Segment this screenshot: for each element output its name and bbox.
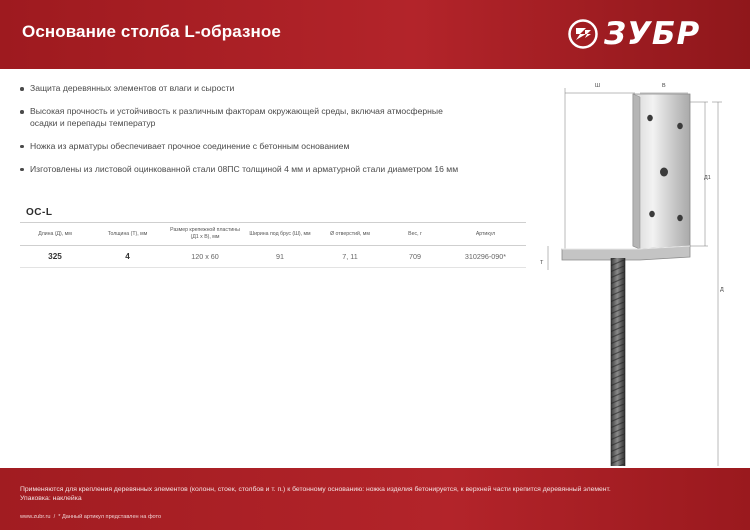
footer-banner — [0, 468, 750, 530]
rebar-leg — [611, 258, 625, 466]
brand-logo — [568, 14, 733, 54]
col-header-thickness: Толщина (Т), мм — [90, 223, 165, 246]
cell-thickness: 4 — [90, 246, 165, 268]
brand-name: ЗУБР — [604, 16, 701, 52]
model-label: ОС-L — [26, 207, 53, 218]
packaging-text: Упаковка: наклейка — [20, 494, 82, 502]
dim-label-d: Д — [720, 287, 724, 293]
cell-beam-width: 91 — [245, 246, 315, 268]
table-header-row — [20, 223, 526, 246]
feature-item: Изготовлены из листовой оцинкованной стали 08ПС толщиной 4 мм и арматурной стали диаметром 16 мм — [20, 164, 460, 176]
col-header-weight: Вес, г — [385, 223, 445, 246]
cell-weight: 709 — [385, 246, 445, 268]
zubr-emblem-icon — [568, 19, 598, 49]
cell-article: 310296-090* — [445, 246, 526, 268]
header-banner — [0, 0, 750, 69]
col-header-hole-diameter: Ø отверстий, мм — [315, 223, 385, 246]
feature-item: Защита деревянных элементов от влаги и сырости — [20, 83, 460, 95]
footer-meta — [20, 514, 161, 520]
col-header-length: Длина (Д), мм — [20, 223, 90, 246]
cell-length: 325 — [20, 246, 90, 268]
feature-item: Высокая прочность и устойчивость к различным факторам окружающей среды, включая атмосферные осадки и перепады температур — [20, 106, 460, 129]
dim-label-d1: Д1 — [704, 175, 711, 181]
table-row — [20, 246, 526, 268]
dim-label-b: В — [662, 83, 666, 89]
feature-item: Ножка из арматуры обеспечивает прочное соединение с бетонным основанием — [20, 141, 460, 153]
footer-description — [20, 486, 720, 504]
feature-list — [20, 83, 460, 187]
dim-label-w: Ш — [595, 83, 601, 89]
mounting-plate — [562, 94, 690, 260]
product-diagram — [540, 74, 740, 466]
dim-label-t: Т — [540, 260, 544, 266]
col-header-article: Артикул — [445, 223, 526, 246]
usage-text: Применяются для крепления деревянных элементов (колонн, стоек, столбов и т. п.) к бетонному основанию: ножка изделия бетонируется, к верхней части крепится деревянный элемент. — [20, 486, 611, 493]
col-header-beam-width: Ширина под брус (Ш), мм — [245, 223, 315, 246]
separator: / — [53, 514, 56, 520]
photo-note: * Данный артикул представлен на фото — [58, 514, 162, 520]
page-title: Основание столба L-образное — [22, 22, 281, 41]
website-link[interactable]: www.zubr.ru — [20, 514, 51, 520]
cell-hole-diameter: 7, 11 — [315, 246, 385, 268]
col-header-plate-size: Размер крепежной пластины (Д1 х В), мм — [165, 223, 245, 246]
spec-table — [20, 222, 526, 268]
cell-plate-size: 120 х 60 — [165, 246, 245, 268]
